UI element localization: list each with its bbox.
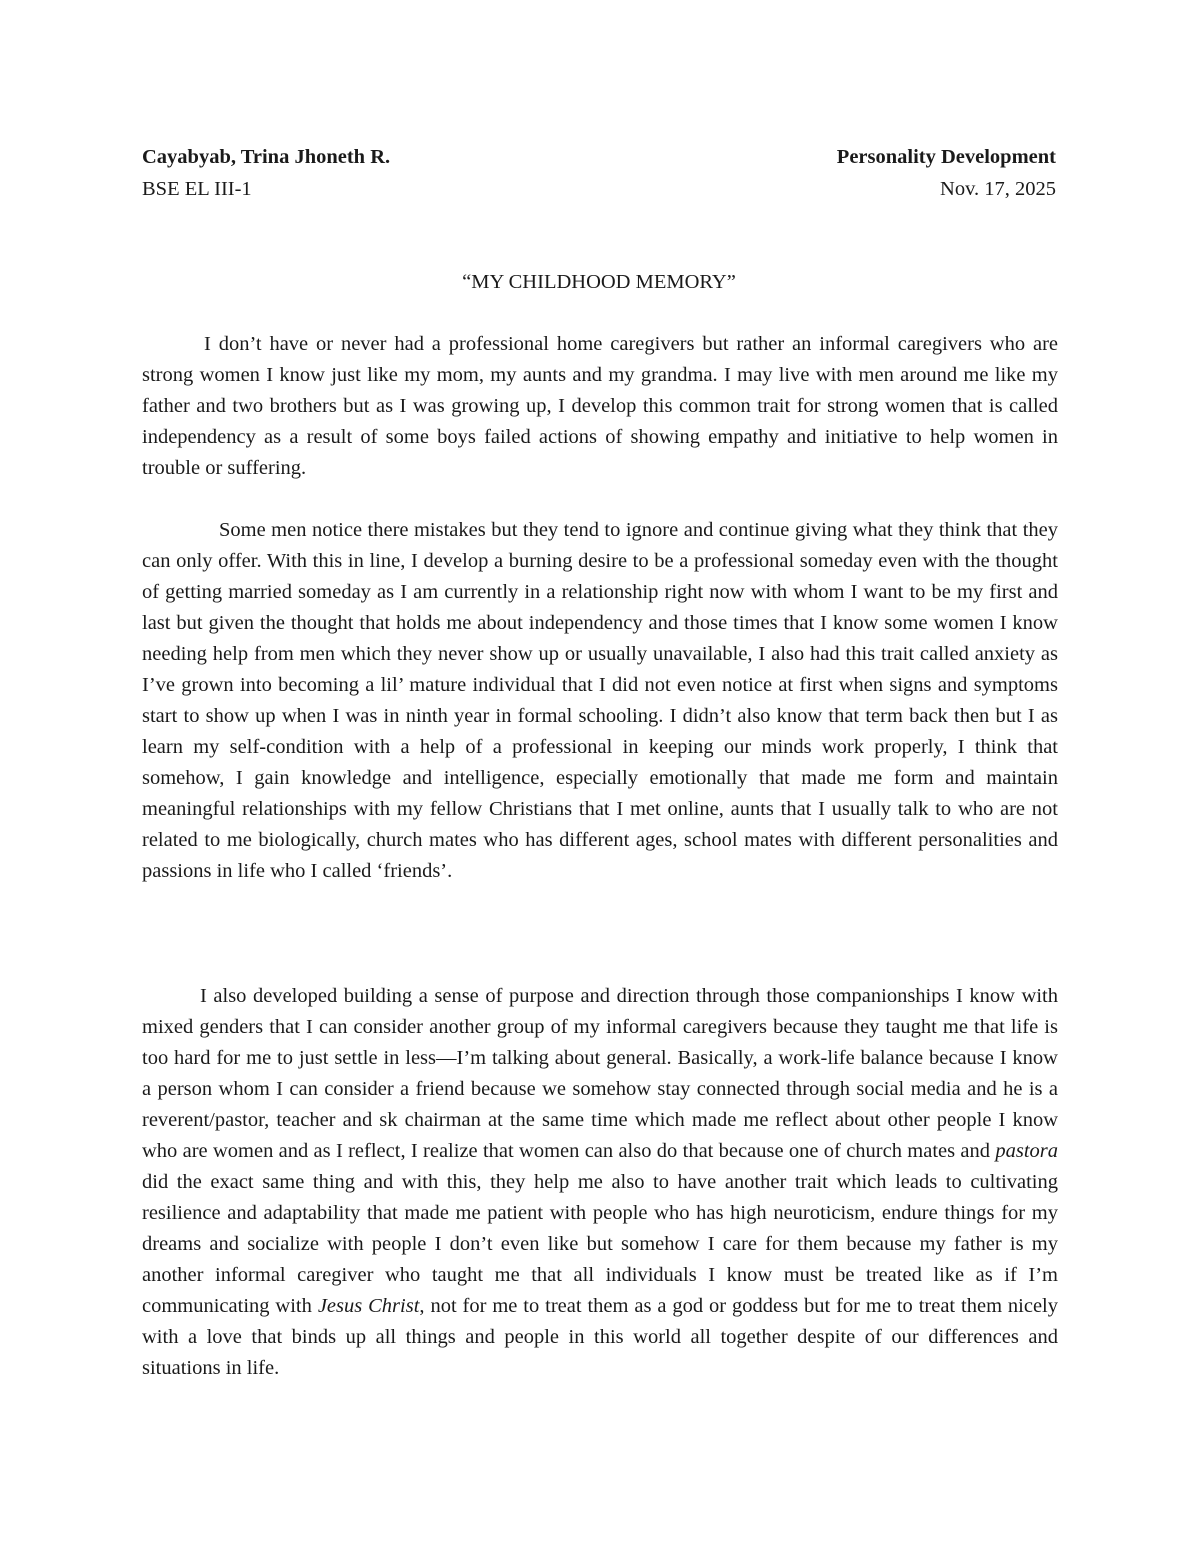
- paragraph-2: Some men notice there mistakes but they tend to ignore and continue giving what they think that they can only offer. With this in line, I develop a burning desire to be a professional someday even with the thought of getting married someday as I am currently in a relationship right now with whom I want to be my first and last but given the thought that holds me about independency and those times that I know some women I know needing help from men which they never show up or usually unavailable, I also had this trait called anxiety as I’ve grown into becoming a lil’ mature individual that I did not even notice at first when signs and symptoms start to show up when I was in ninth year in formal schooling. I didn’t also know that term back then but I as learn my self-condition with a help of a professional in keeping our minds work properly, I think that somehow, I gain knowledge and intelligence, especially emotionally that made me form and maintain meaningful relationships with my fellow Christians that I met online, aunts that I usually talk to who are not related to me biologically, church mates who has different ages, school mates with different personalities and passions in life who I called ‘friends’.: [142, 519, 1058, 882]
- essay-title: “MY CHILDHOOD MEMORY”: [462, 271, 736, 293]
- header-top-row: [142, 145, 1056, 169]
- paragraph-3-italic-jesus-christ: Jesus Christ: [317, 1295, 420, 1317]
- date-label: Nov. 17, 2025: [940, 178, 1056, 200]
- paragraph-3-italic-pastora: pastora: [995, 1140, 1059, 1162]
- paragraph-3-text-c: , not for me to treat them as a god or goddess but for me to treat them nicely with a love that binds up all things and people in this world all together despite of our differences and situations in life.: [142, 1295, 1059, 1379]
- paragraph-3-text-b: did the exact same thing and with this, they help me also to have another trait which leads to cultivating resilience and adaptability that made me patient with people who has high neuroticism, endure things for my dreams and socialize with people I don’t even like but somehow I care for them because my father is my another informal caregiver who taught me that all individuals I know must be treated like as if I’m communicating with: [142, 1171, 1058, 1317]
- section-label: BSE EL III-1: [142, 178, 252, 200]
- paragraph-3-text-a: I also developed building a sense of purpose and direction through those companionships I know with mixed genders that I can consider another group of my informal caregivers because they taught me that life is too hard for me to just settle in less—I’m talking about general. Basically, a work-life balance because I know a person whom I can consider a friend because we somehow stay connected through social media and he is a reverent/pastor, teacher and sk chairman at the same time which made me reflect about other people I know who are women and as I reflect, I realize that women can also do that because one of church mates and: [142, 985, 1058, 1162]
- subject-name: Personality Development: [836, 146, 1056, 168]
- header-second-row: [142, 177, 1056, 201]
- paragraph-3: [142, 981, 1058, 1384]
- student-name: Cayabyab, Trina Jhoneth R.: [142, 146, 391, 168]
- paragraph-1: I don’t have or never had a professional home caregivers but rather an informal caregivers who are strong women I know just like my mom, my aunts and my grandma. I may live with men around me like my father and two brothers but as I was growing up, I develop this common trait for strong women that is called independency as a result of some boys failed actions of showing empathy and initiative to help women in trouble or suffering.: [142, 333, 1058, 479]
